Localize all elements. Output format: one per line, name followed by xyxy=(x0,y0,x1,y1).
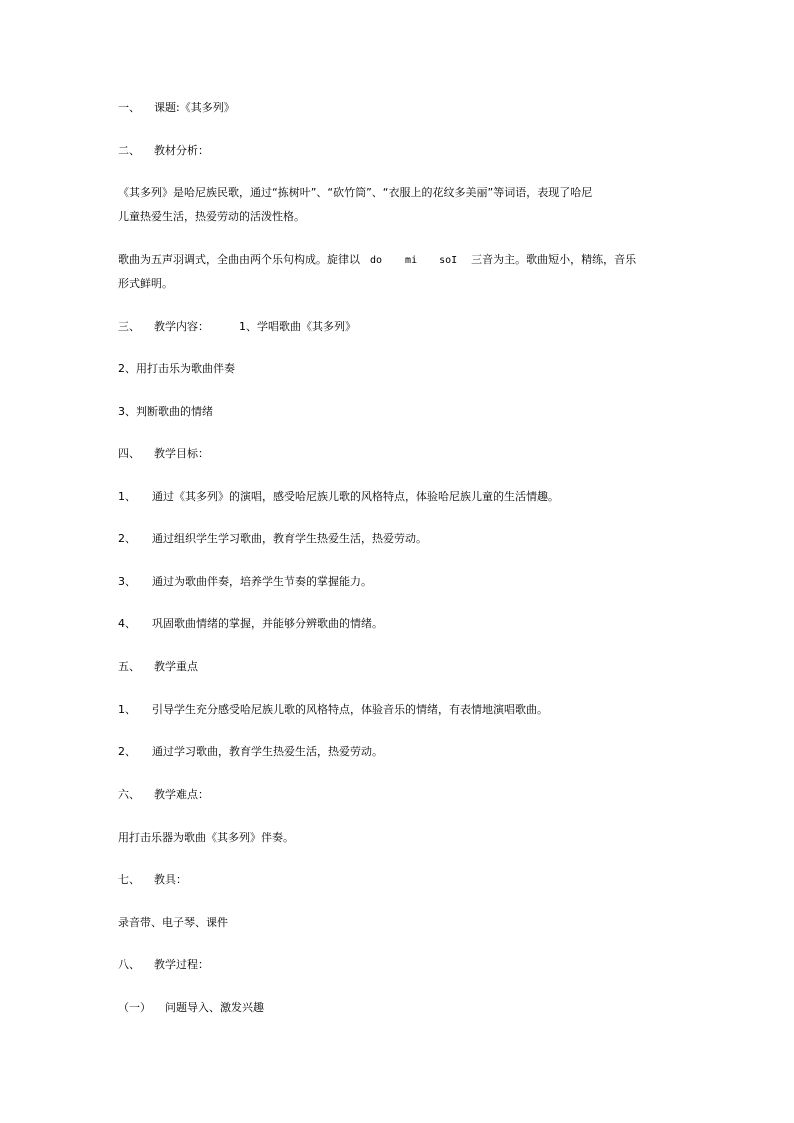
section-title: 教学过程： xyxy=(154,958,209,971)
goal-item xyxy=(118,617,383,631)
section-6-heading xyxy=(118,788,209,802)
key-point-item xyxy=(118,745,383,759)
note-mi: mi xyxy=(405,255,418,266)
section-number: 一、 xyxy=(118,101,140,114)
goal-text: 通过《其多列》的演唱，感受哈尼族儿歌的风格特点，体验哈尼族儿童的生活情趣。 xyxy=(152,490,559,503)
key-text: 引导学生充分感受哈尼族儿歌的风格特点，体验音乐的情绪，有表情地演唱歌曲。 xyxy=(152,703,548,716)
section-number: 三、 xyxy=(118,320,140,333)
note-do: do xyxy=(370,255,383,266)
goal-number: 2、 xyxy=(118,532,136,545)
note-sol: soI xyxy=(439,255,458,266)
section-8-heading xyxy=(118,958,209,972)
content-item-2: 2、用打击乐为歌曲伴奏 xyxy=(118,362,235,375)
section-title: 教材分析： xyxy=(154,144,209,157)
section-5-heading xyxy=(118,660,198,674)
goal-number: 1、 xyxy=(118,490,136,503)
tools-text: 录音带、电子琴、课件 xyxy=(118,916,228,929)
section-title: 教学难点： xyxy=(154,788,209,801)
section-title: 教学目标： xyxy=(154,447,209,460)
goal-item xyxy=(118,490,559,504)
subsection-title: 问题导入、激发兴趣 xyxy=(165,1001,264,1014)
section-2-heading xyxy=(118,144,209,158)
goal-number: 4、 xyxy=(118,617,136,630)
section-title: 教学内容： xyxy=(154,320,209,333)
content-item-1: 1、学唱歌曲《其多列》 xyxy=(239,320,356,333)
subsection-number: （一） xyxy=(118,1001,151,1014)
key-text: 通过学习歌曲，教育学生热爱生活，热爱劳动。 xyxy=(152,745,383,758)
analysis-paragraph-1-line-2: 儿童热爱生活，热爱劳动的活泼性格。 xyxy=(118,210,305,223)
goal-item xyxy=(118,532,427,546)
paragraph-text: 三音为主。歌曲短小，精练，音乐 xyxy=(471,253,637,266)
section-title: 教具： xyxy=(154,873,187,886)
section-number: 六、 xyxy=(118,788,140,801)
key-number: 1、 xyxy=(118,703,136,716)
key-point-item xyxy=(118,703,548,717)
key-number: 2、 xyxy=(118,745,136,758)
goal-text: 巩固歌曲情绪的掌握，并能够分辨歌曲的情绪。 xyxy=(152,617,383,630)
section-number: 八、 xyxy=(118,958,140,971)
section-number: 二、 xyxy=(118,144,140,157)
section-number: 四、 xyxy=(118,447,140,460)
section-4-heading xyxy=(118,447,209,461)
goal-number: 3、 xyxy=(118,575,136,588)
goal-text: 通过组织学生学习歌曲，教育学生热爱生活，热爱劳动。 xyxy=(152,532,427,545)
content-item-3: 3、判断歌曲的情绪 xyxy=(118,405,213,418)
section-number: 七、 xyxy=(118,873,140,886)
analysis-paragraph-1-line-1: 《其多列》是哈尼族民歌，通过“拣树叶”、“砍竹筒”、“衣服上的花纹多美丽”等词语，表现了哈尼 xyxy=(118,186,593,199)
section-7-heading xyxy=(118,873,187,887)
difficulty-text: 用打击乐器为歌曲《其多列》伴奏。 xyxy=(118,831,294,844)
section-1-heading xyxy=(118,101,235,115)
section-title: 课题:《其多列》 xyxy=(154,101,235,114)
analysis-paragraph-2-line-2: 形式鲜明。 xyxy=(118,277,173,290)
paragraph-text: 歌曲为五声羽调式，全曲由两个乐句构成。旋律以 xyxy=(118,253,360,266)
analysis-paragraph-2-line-1 xyxy=(118,253,636,268)
section-number: 五、 xyxy=(118,660,140,673)
section-title: 教学重点 xyxy=(154,660,198,673)
goal-text: 通过为歌曲伴奏，培养学生节奏的掌握能力。 xyxy=(152,575,372,588)
goal-item xyxy=(118,575,372,589)
section-3-heading xyxy=(118,320,356,334)
subsection-1-heading xyxy=(118,1001,264,1015)
